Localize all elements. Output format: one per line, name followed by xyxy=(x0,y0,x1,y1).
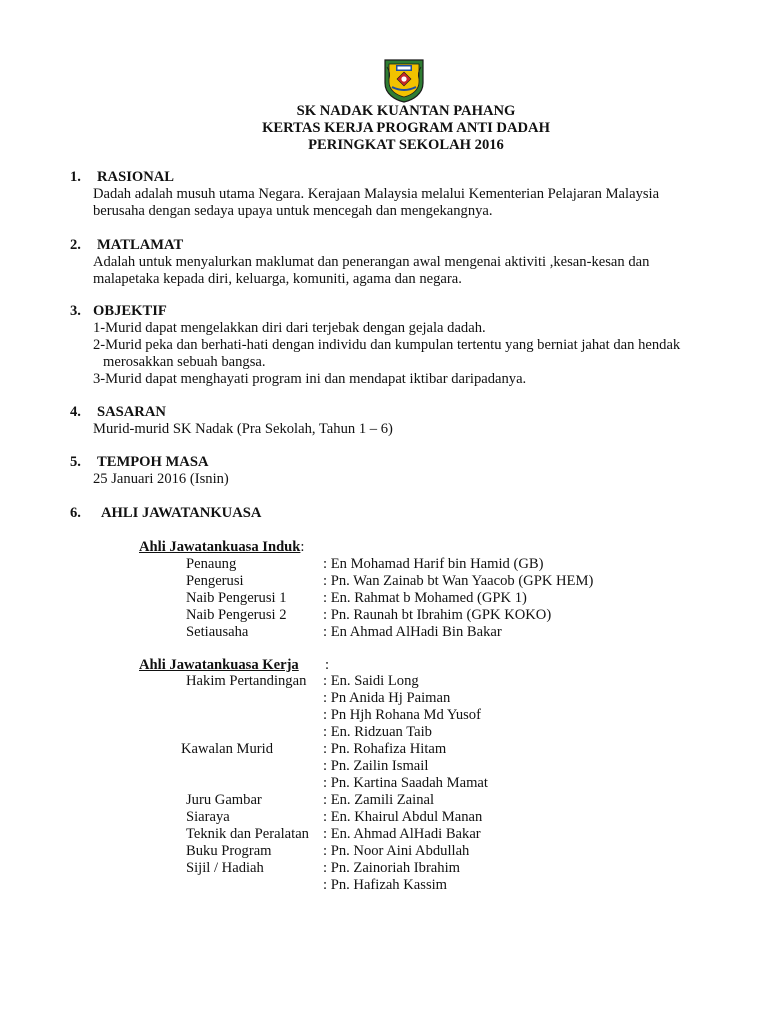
paragraph-line: Murid-murid SK Nadak (Pra Sekolah, Tahun 1 – 6) xyxy=(93,421,393,437)
section-number: 1. xyxy=(70,169,81,185)
committee-member: : Pn Anida Hj Paiman xyxy=(323,690,451,706)
objective-line: 2-Murid peka dan berhati-hati dengan individu dan kumpulan tertentu yang berniat jahat dan hendak xyxy=(93,337,681,353)
committee-member: : Pn. Noor Aini Abdullah xyxy=(323,843,470,859)
section-title: SASARAN xyxy=(97,404,166,420)
section-title: OBJEKTIF xyxy=(93,303,167,319)
section-ahli-jawatankuasa xyxy=(70,505,261,522)
section-title: AHLI JAWATANKUASA xyxy=(101,505,262,521)
objective-line: 1-Murid dapat mengelakkan diri dari terjebak dengan gejala dadah. xyxy=(93,320,486,336)
committee-role: Sijil / Hadiah xyxy=(186,860,264,876)
section-sasaran xyxy=(70,404,393,438)
committee-member: : En Mohamad Harif bin Hamid (GB) xyxy=(323,556,544,572)
committee-role: Hakim Pertandingan xyxy=(186,673,307,689)
committee-role: Naib Pengerusi 1 xyxy=(186,590,287,606)
committee-member: : Pn. Zailin Ismail xyxy=(323,758,429,774)
committee-member: : Pn. Kartina Saadah Mamat xyxy=(323,775,488,791)
paragraph-line: Adalah untuk menyalurkan maklumat dan penerangan awal mengenai aktiviti ,kesan-kesan dan xyxy=(93,254,650,270)
committee-role: Teknik dan Peralatan xyxy=(186,826,309,842)
paragraph-line: 25 Januari 2016 (Isnin) xyxy=(93,471,229,487)
committee-member: : En Ahmad AlHadi Bin Bakar xyxy=(323,624,502,640)
committee-member: : Pn. Rohafiza Hitam xyxy=(323,741,447,757)
induk-committee-title: Ahli Jawatankuasa Induk: xyxy=(139,539,305,555)
committee-member: : Pn Hjh Rohana Md Yusof xyxy=(323,707,481,723)
section-title: RASIONAL xyxy=(97,169,175,185)
committee-member: : En. Ahmad AlHadi Bakar xyxy=(323,826,481,842)
paper-title: KERTAS KERJA PROGRAM ANTI DADAH xyxy=(262,120,550,136)
kerja-committee-title: Ahli Jawatankuasa Kerja : xyxy=(139,657,330,673)
committee-member: : Pn. Wan Zainab bt Wan Yaacob (GPK HEM) xyxy=(323,573,594,589)
paper-level: PERINGKAT SEKOLAH 2016 xyxy=(308,137,504,153)
paragraph-line: Dadah adalah musuh utama Negara. Kerajaan Malaysia melalui Kementerian Pelajaran Malaysia xyxy=(93,186,660,202)
committee-member: : En. Khairul Abdul Manan xyxy=(323,809,483,825)
committee-member: : En. Saidi Long xyxy=(323,673,419,689)
document-title xyxy=(0,103,768,154)
section-rasional xyxy=(70,169,659,220)
committee-member: : Pn. Hafizah Kassim xyxy=(323,877,448,893)
committee-role: Pengerusi xyxy=(186,573,244,589)
committee-role: Siaraya xyxy=(186,809,230,825)
committee-member: : En. Ridzuan Taib xyxy=(323,724,432,740)
section-number: 6. xyxy=(70,505,81,521)
section-number: 3. xyxy=(70,303,81,319)
committee-member: : Pn. Raunah bt Ibrahim (GPK KOKO) xyxy=(323,607,552,623)
paragraph-line: malapetaka kepada diri, keluarga, komuniti, agama dan negara. xyxy=(93,271,462,287)
committee-role: Juru Gambar xyxy=(186,792,262,808)
committee-member: : En. Zamili Zainal xyxy=(323,792,435,808)
school-name: SK NADAK KUANTAN PAHANG xyxy=(296,103,516,119)
section-number: 5. xyxy=(70,454,81,470)
committee-member: : En. Rahmat b Mohamed (GPK 1) xyxy=(323,590,527,606)
committee-member: : Pn. Zainoriah Ibrahim xyxy=(323,860,460,876)
section-title: MATLAMAT xyxy=(97,237,184,253)
section-number: 4. xyxy=(70,404,81,420)
objective-line: 3-Murid dapat menghayati program ini dan mendapat iktibar daripadanya. xyxy=(93,371,527,387)
paragraph-line: berusaha dengan sedaya upaya untuk mencegah dan mengekangnya. xyxy=(93,203,493,219)
committee-role: Naib Pengerusi 2 xyxy=(186,607,287,623)
section-number: 2. xyxy=(70,237,81,253)
section-objektif xyxy=(70,303,680,388)
school-crest-icon xyxy=(382,57,426,103)
section-matlamat xyxy=(70,237,649,288)
committee-role: Setiausaha xyxy=(186,624,249,640)
committee-role: Buku Program xyxy=(186,843,272,859)
committee-role: Kawalan Murid xyxy=(181,741,273,757)
committee-role: Penaung xyxy=(186,556,237,572)
section-tempoh-masa xyxy=(70,454,229,488)
section-title: TEMPOH MASA xyxy=(97,454,209,470)
objective-line: merosakkan sebuah bangsa. xyxy=(103,354,266,370)
